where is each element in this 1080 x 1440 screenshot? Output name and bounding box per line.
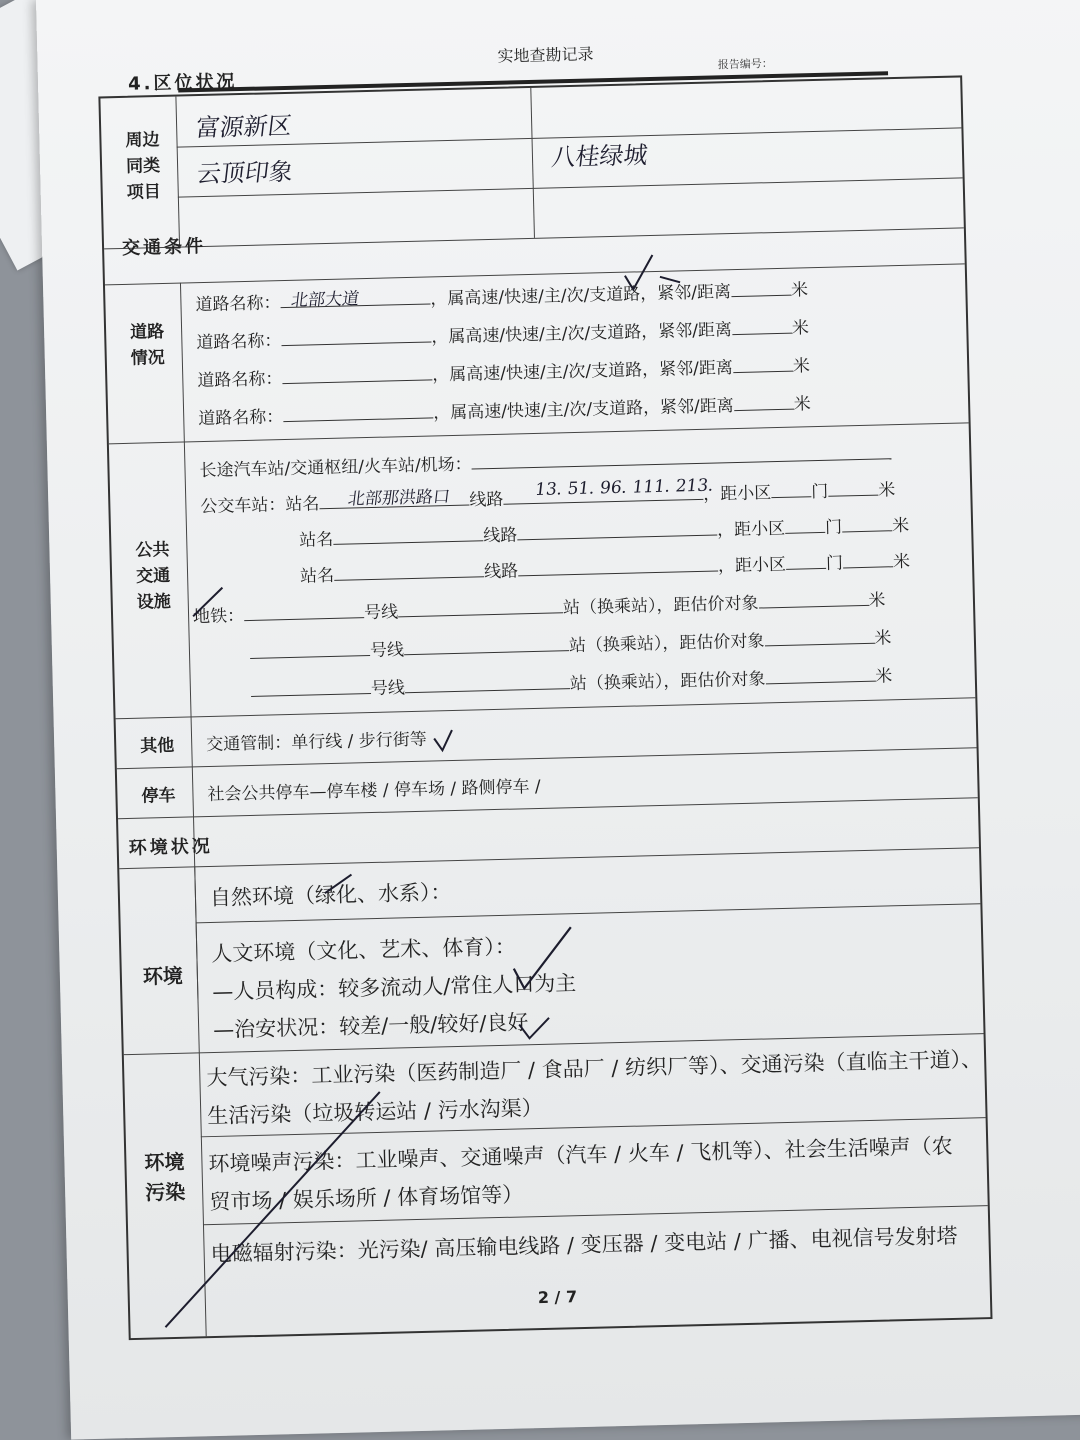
unit: 米 — [792, 356, 811, 377]
radiation-pollution: 电磁辐射污染：光污染/ 高压输电线路 / 变压器 / 变电站 / 广播、电视信号发射塔 — [210, 1223, 958, 1267]
environment-label: 环境 — [142, 963, 184, 989]
report-number-label: 报告编号： — [717, 57, 773, 72]
metro-line-label: 号线 — [363, 602, 399, 624]
unit: 米 — [790, 280, 809, 301]
surroundings-label: 周边 同类 项目 — [125, 130, 161, 203]
noise-pollution-line-1: 环境噪声污染：工业噪声、交通噪声（汽车 / 火车 / 飞机等）、社会生活噪声（农 — [208, 1133, 953, 1177]
handwritten-project-3: 八桂绿城 — [550, 141, 650, 172]
air-pollution-line-2: 生活污染（垃圾转运站 / 污水沟渠） — [207, 1095, 543, 1129]
strike-mark-metro — [192, 588, 223, 617]
natural-environment: 自然环境（绿化、水系）： — [209, 880, 452, 911]
noise-pollution-line-2: 贸市场 / 娱乐场所 / 体育场馆等） — [209, 1182, 524, 1215]
metro-station-label: 站（换乘站），距估价对象 — [569, 669, 766, 695]
station-label: 站名 — [299, 529, 334, 551]
handwritten-bus-lines: 13. 51. 96. 111. 213. — [533, 475, 715, 500]
pen-marks — [100, 77, 990, 1338]
air-pollution-line-1: 大气污染：工业污染（医药制造厂 / 食品厂 / 纺织厂等）、交通污染（直临主干道）、 — [206, 1047, 983, 1091]
line-label: 线路 — [469, 489, 504, 511]
station-label: 站名 — [285, 494, 320, 516]
check-mark-residents — [513, 927, 572, 988]
pollution-label: 环境 污染 — [144, 1149, 186, 1205]
section-title: 4.区位状况 — [127, 71, 238, 95]
gate-label: 门 — [825, 553, 844, 574]
strike-line-pollution — [160, 1092, 386, 1327]
document-page — [36, 0, 1080, 1440]
unit: 米 — [875, 666, 893, 687]
road-type-text: ，属高速/快速/主/次/支道路，紧邻/距离 — [432, 396, 735, 424]
handwritten-bus-station: 北部那洪路口 — [346, 487, 452, 510]
culture-environment: 人文环境（文化、艺术、体育）： — [211, 934, 517, 966]
line-label: 线路 — [483, 561, 519, 583]
unit: 米 — [791, 318, 810, 339]
bus-label: 公交车站： — [200, 495, 286, 518]
public-transport-label: 公共 交通 设施 — [135, 539, 171, 613]
page-number: 2 / 7 — [537, 1287, 578, 1308]
traffic-title: 交通条件 — [121, 235, 207, 259]
handwritten-project-1: 富源新区 — [194, 111, 294, 143]
distance-label: ，距小区 — [716, 518, 786, 541]
road-type-text: ，属高速/快速/主/次/支道路，紧邻/距离 — [430, 282, 732, 310]
handwritten-road-name: 北部大道 — [289, 289, 361, 311]
strike-mark-greenery — [324, 875, 351, 894]
strike-mark — [660, 276, 680, 282]
distance-label: ，距小区 — [703, 483, 772, 505]
unit: 米 — [877, 480, 896, 501]
road-name-label: 道路名称： — [195, 293, 281, 316]
gate-label: 门 — [811, 481, 829, 503]
check-mark-main-road — [624, 255, 653, 290]
unit: 米 — [874, 628, 892, 649]
roads-label: 道路 情况 — [129, 321, 166, 369]
unit: 米 — [892, 551, 911, 573]
unit: 米 — [793, 394, 811, 415]
line-label: 线路 — [482, 525, 518, 547]
check-mark-security — [519, 1018, 549, 1039]
metro-line-label: 号线 — [369, 640, 405, 662]
road-name-label: 道路名称： — [197, 369, 283, 392]
hub-label: 长途汽车站/交通枢纽/火车站/机场： — [199, 454, 472, 482]
survey-form — [98, 71, 992, 1340]
gate-label: 门 — [824, 517, 843, 538]
metro-station-label: 站（换乘站），距估价对象 — [562, 593, 759, 619]
other-label: 其他 — [140, 735, 175, 757]
unit: 米 — [891, 515, 910, 537]
environment-title: 环境状况 — [128, 835, 213, 859]
distance-label: ，距小区 — [717, 554, 787, 577]
security-status: —治安状况：较差/一般/较好/良好 — [212, 1010, 529, 1042]
unit: 米 — [868, 590, 886, 611]
parking-text: 社会公共停车—停车楼 / 停车场 / 路侧停车 / — [207, 776, 541, 806]
road-type-text: ，属高速/快速/主/次/支道路，紧邻/距离 — [432, 358, 734, 386]
road-name-label: 道路名称： — [196, 331, 282, 354]
metro-station-label: 站（换乘站），距估价对象 — [568, 631, 765, 657]
population-composition: —人员构成：较多流动人/常住人口为主 — [211, 971, 577, 1004]
road-name-label: 道路名称： — [198, 407, 284, 430]
parking-label: 停车 — [141, 785, 176, 807]
station-label: 站名 — [299, 565, 335, 587]
metro-label: 地铁： — [192, 606, 245, 628]
metro-line-label: 号线 — [370, 678, 406, 700]
document-title: 实地查勘记录 — [497, 44, 594, 66]
other-text: 交通管制：单行线 / 步行街等 — [206, 729, 427, 756]
handwritten-project-2: 云顶印象 — [195, 157, 295, 189]
check-mark-pedestrian-street — [434, 730, 452, 750]
road-type-text: ，属高速/快速/主/次/支道路，紧邻/距离 — [431, 320, 733, 348]
